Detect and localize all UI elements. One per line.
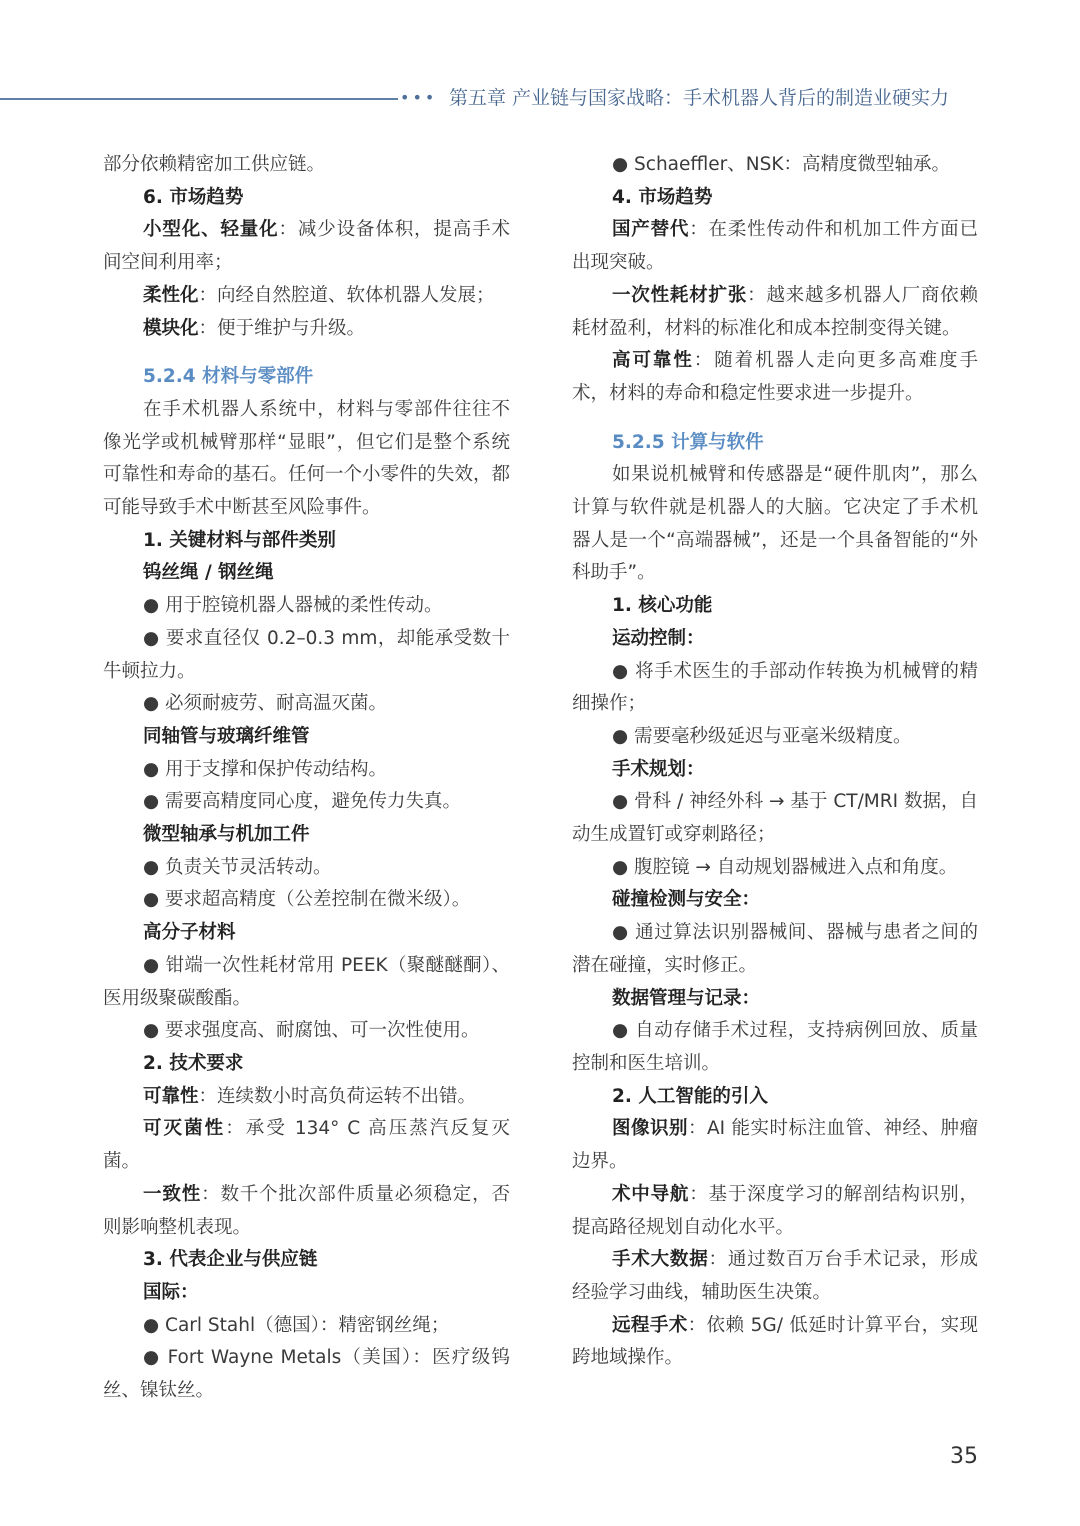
bullet-item: ● 钳端一次性耗材常用 PEEK（聚醚醚酮）、医用级聚碳酸酯。 [103, 954, 510, 1009]
bullet-item: ● 自动存储手术过程，支持病例回放、质量控制和医生培训。 [572, 1020, 978, 1074]
bullet-item: ● 用于腔镜机器人器械的柔性传动。 [143, 595, 443, 617]
bullet-item: ● Carl Stahl（德国）：精密钢丝绳； [143, 1314, 450, 1336]
subheading-core-functions: 1. 核心功能 [612, 595, 713, 617]
header-dots: ••• [400, 88, 438, 107]
function-label: 碰撞检测与安全： [612, 889, 761, 911]
function-label: 手术规划： [612, 758, 705, 780]
chapter-title: 第五章 产业链与国家战略：手术机器人背后的制造业硬实力 [449, 87, 950, 109]
function-label: 数据管理与记录： [612, 987, 761, 1009]
requirement-item: 可灭菌性：承受 134° C 高压蒸汽反复灭菌。 [103, 1118, 510, 1173]
requirement-item: 可靠性：连续数小时高负荷运转不出错。 [143, 1085, 477, 1107]
left-column [103, 149, 510, 1408]
section-title-computing: 5.2.5 计算与软件 [612, 431, 764, 453]
right-column [572, 149, 978, 1375]
bullet-item: ● 需要毫秒级延迟与亚毫米级精度。 [612, 725, 912, 747]
category-label: 高分子材料 [143, 922, 236, 944]
trend-item: 模块化：便于维护与升级。 [143, 317, 366, 339]
subheading-ai: 2. 人工智能的引入 [612, 1085, 768, 1107]
bullet-item: ● 必须耐疲劳、耐高温灭菌。 [143, 693, 388, 715]
subheading-suppliers: 3. 代表企业与供应链 [143, 1249, 318, 1271]
trend-item: 高可靠性：随着机器人走向更多高难度手术，材料的寿命和稳定性要求进一步提升。 [572, 350, 978, 404]
section-intro: 如果说机械臂和传感器是“硬件肌肉”，那么 计算与软件就是机器人的大脑。它决定了手术机器人是一个“高端器械”，还是一个具备智能的“外科助手”。 [572, 464, 978, 584]
header-rule [0, 98, 398, 100]
bullet-item: ● 腹腔镜 → 自动规划器械进入点和角度。 [612, 856, 958, 878]
bullet-item: ● 将手术医生的手部动作转换为机械臂的精细操作； [572, 660, 978, 715]
page-number: 35 [950, 1444, 978, 1469]
ai-item: 图像识别：AI 能实时标注血管、神经、肿瘤边界。 [572, 1118, 978, 1173]
bullet-item: ● 要求直径仅 0.2–0.3 mm，却能承受数十牛顿拉力。 [103, 627, 510, 682]
ai-item: 远程手术：依赖 5G/ 低延时计算平台，实现跨地域操作。 [572, 1314, 978, 1369]
bullet-item: ● Fort Wayne Metals（美国）：医疗级钨丝、镍钛丝。 [103, 1347, 510, 1402]
category-label: 同轴管与玻璃纤维管 [143, 725, 310, 747]
trend-item: 小型化、轻量化：减少设备体积，提高手术间空间利用率； [103, 219, 510, 274]
section-intro: 在手术机器人系统中，材料与零部件往往不像光学或机械臂那样“显眼”，但它们是整个系统可靠性和寿命的基石。任何一个小零件的失效，都可能导致手术中断甚至风险事件。 [103, 398, 511, 519]
bullet-item: ● Schaeffler、NSK：高精度微型轴承。 [612, 154, 950, 175]
trend-item: 一次性耗材扩张：越来越多机器人厂商依赖耗材盈利，材料的标准化和成本控制变得关键。 [572, 284, 978, 339]
section-title-materials: 5.2.4 材料与零部件 [143, 366, 314, 388]
bullet-item: ● 要求超高精度（公差控制在微米级）。 [143, 889, 471, 911]
trend-item: 柔性化：向经自然腔道、软体机器人发展； [143, 284, 495, 306]
subheading-market-trend: 6. 市场趋势 [143, 186, 244, 208]
category-label: 钨丝绳 / 钢丝绳 [143, 562, 274, 584]
ai-item: 术中导航：基于深度学习的解剖结构识别，提高路径规划自动化水平。 [572, 1183, 978, 1238]
subheading-market-trend: 4. 市场趋势 [612, 186, 713, 208]
bullet-item: ● 负责关节灵活转动。 [143, 856, 332, 878]
subheading-tech-requirements: 2. 技术要求 [143, 1052, 244, 1074]
bullet-item: ● 要求强度高、耐腐蚀、可一次性使用。 [143, 1020, 480, 1042]
requirement-item: 一致性：数千个批次部件质量必须稳定，否则影响整机表现。 [103, 1183, 510, 1238]
ai-item: 手术大数据：通过数百万台手术记录，形成经验学习曲线，辅助医生决策。 [572, 1249, 978, 1303]
bullet-item: ● 用于支撑和保护传动结构。 [143, 758, 388, 780]
category-label: 国际： [143, 1281, 199, 1303]
bullet-item: ● 通过算法识别器械间、器械与患者之间的潜在碰撞，实时修正。 [572, 922, 978, 976]
subheading-categories: 1. 关键材料与部件类别 [143, 529, 336, 551]
category-label: 微型轴承与机加工件 [143, 824, 310, 846]
trend-item: 国产替代：在柔性传动件和机加工件方面已出现突破。 [572, 219, 978, 274]
bullet-item: ● 需要高精度同心度，避免传力失真。 [143, 791, 462, 813]
bullet-item: ● 骨科 / 神经外科 → 基于 CT/MRI 数据，自动生成置钉或穿刺路径； [572, 791, 978, 846]
function-label: 运动控制： [612, 627, 705, 649]
paragraph: 部分依赖精密加工供应链。 [103, 154, 326, 175]
